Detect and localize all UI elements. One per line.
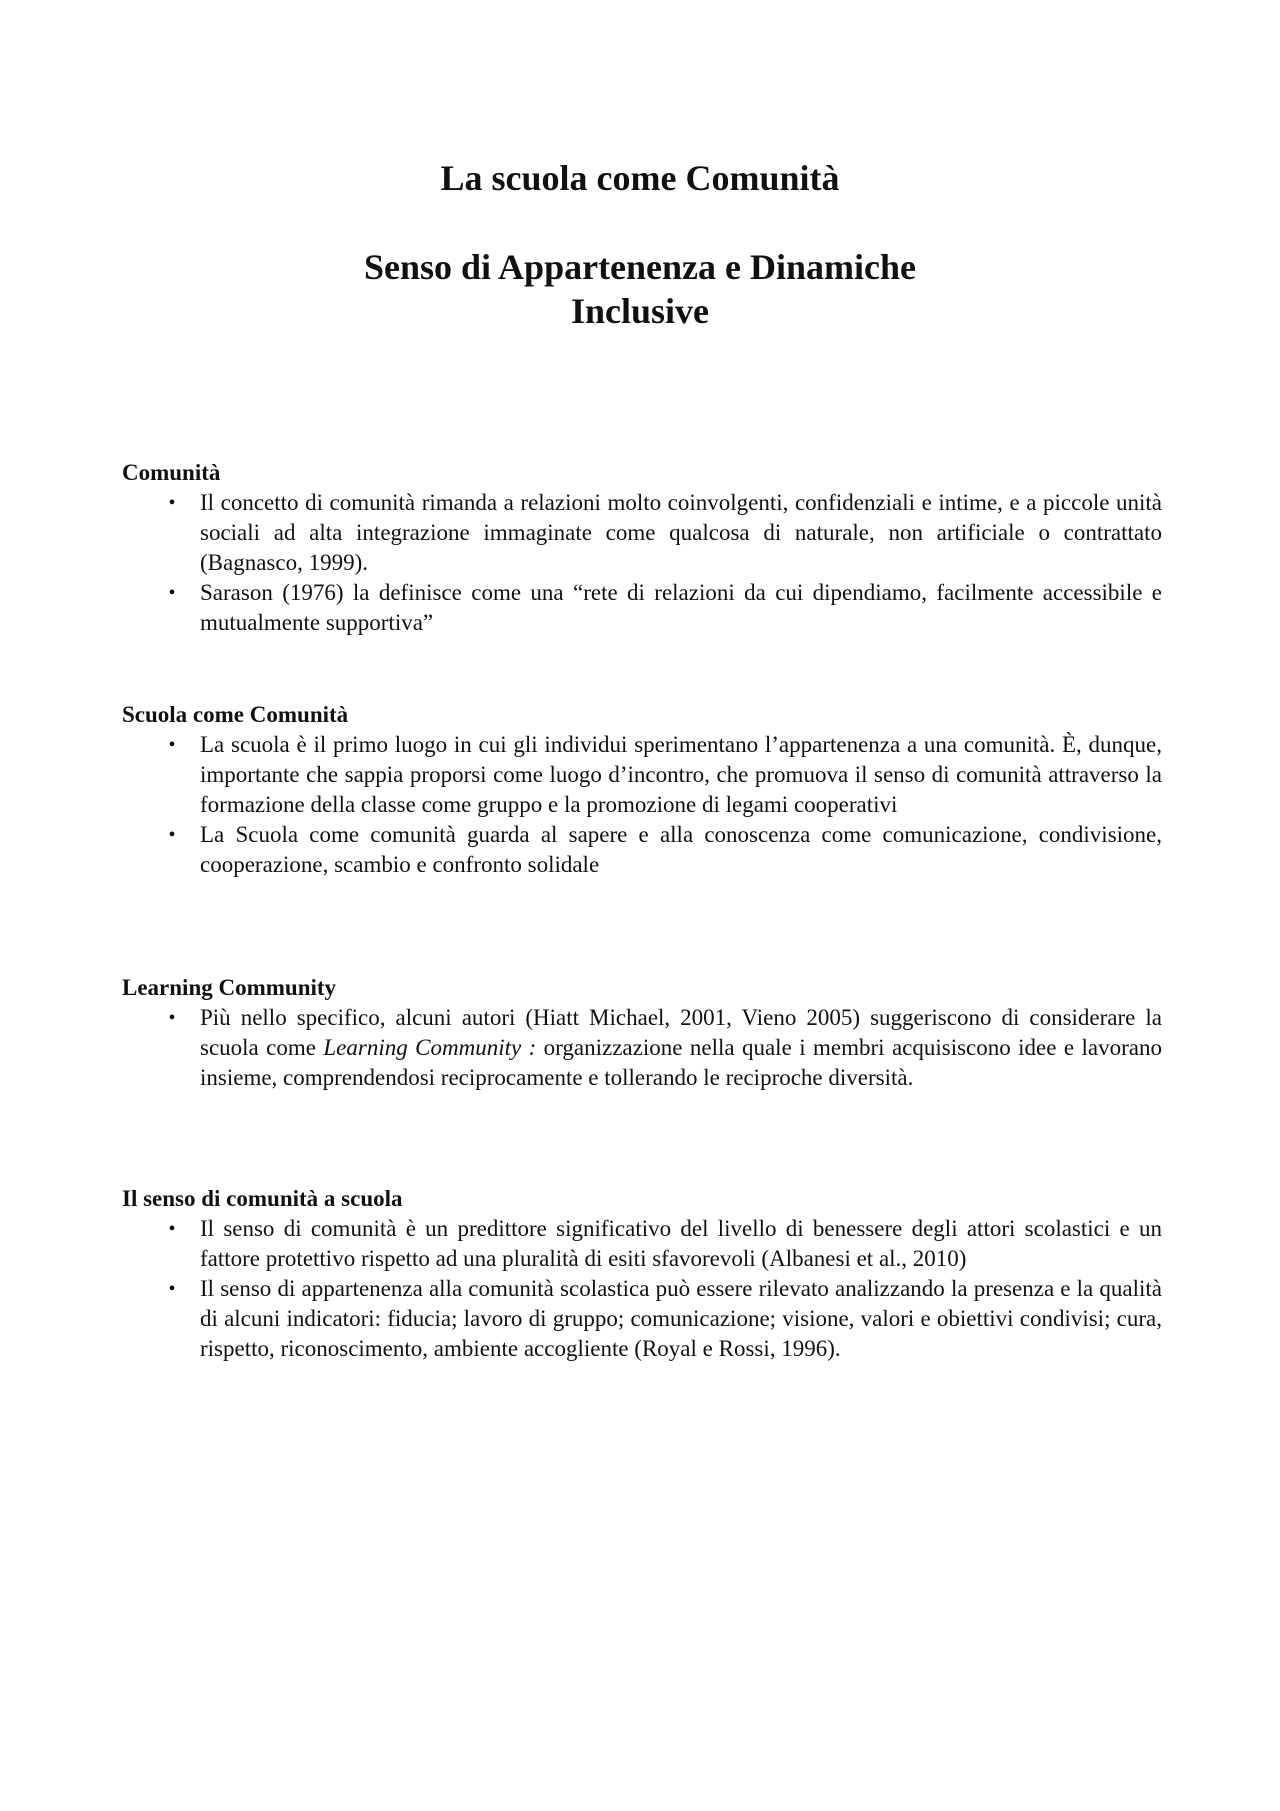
list-item <box>122 730 1162 820</box>
bullet-list <box>122 730 1162 880</box>
bullet-text-before: Più nello specifico, alcuni autori (Hiatt Michael, 2001, Vieno 2005) suggeriscono di considerare la scuola come <box>200 1005 1162 1060</box>
section-heading: Il senso di comunità a scuola <box>122 1186 403 1211</box>
subtitle-line-1: Senso di Appartenenza e Dinamiche <box>363 247 917 287</box>
document-subtitle <box>0 245 1280 333</box>
list-item <box>122 1003 1162 1093</box>
document-title: La scuola come Comunità <box>440 158 840 198</box>
bullet-text: Il senso di comunità è un predittore significativo del livello di benessere degli attori scolastici e un fattore protettivo rispetto ad una pluralità di esiti sfavorevoli (Albanesi et al., 2010) <box>200 1216 1162 1271</box>
list-item <box>122 1274 1162 1364</box>
bullet-icon: • <box>168 734 176 756</box>
section-heading: Scuola come Comunità <box>122 702 349 727</box>
list-item <box>122 488 1162 578</box>
bullet-text-emphasis: Learning Community : <box>323 1035 537 1060</box>
section-heading: Learning Community <box>122 975 337 1000</box>
bullet-text: Il concetto di comunità rimanda a relazioni molto coinvolgenti, confidenziali e intime, e a piccole unità sociali ad alta integrazione immaginate come qualcosa di naturale, non artificiale o contrattato (Bagnasco, 1999). <box>200 490 1162 575</box>
bullet-icon: • <box>168 1278 176 1300</box>
subtitle-line-2: Inclusive <box>570 291 710 331</box>
bullet-list <box>122 488 1162 638</box>
bullet-text: Il senso di appartenenza alla comunità scolastica può essere rilevato analizzando la presenza e la qualità di alcuni indicatori: fiducia; lavoro di gruppo; comunicazione; visione, valori e obiettivi condivisi; cura, rispetto, riconoscimento, ambiente accogliente (Royal e Rossi, 1996). <box>200 1276 1162 1361</box>
section-heading: Comunità <box>122 460 221 485</box>
section-learning-community <box>122 973 1162 1093</box>
bullet-text: La scuola è il primo luogo in cui gli individui sperimentano l’appartenenza a una comunità. È, dunque, importante che sappia proporsi come luogo d’incontro, che promuova il senso di comunità attraverso la formazione della classe come gruppo e la promozione di legami cooperativi <box>200 732 1162 817</box>
section-comunita <box>122 458 1162 638</box>
bullet-icon: • <box>168 1007 176 1029</box>
bullet-text: La Scuola come comunità guarda al sapere e alla conoscenza come comunicazione, condivisione, cooperazione, scambio e confronto solidale <box>200 822 1162 877</box>
bullet-icon: • <box>168 492 176 514</box>
bullet-list <box>122 1003 1162 1093</box>
list-item <box>122 578 1162 638</box>
section-scuola-come-comunita <box>122 700 1162 880</box>
section-senso-di-comunita <box>122 1184 1162 1364</box>
bullet-icon: • <box>168 824 176 846</box>
bullet-icon: • <box>168 1218 176 1240</box>
bullet-text: Sarason (1976) la definisce come una “rete di relazioni da cui dipendiamo, facilmente accessibile e mutualmente supportiva” <box>200 580 1162 635</box>
list-item <box>122 1214 1162 1274</box>
bullet-text-after: organizzazione nella quale i membri acquisiscono idee e lavorano insieme, comprendendosi reciprocamente e tollerando le reciproche diversità. <box>200 1035 1162 1090</box>
list-item <box>122 820 1162 880</box>
bullet-icon: • <box>168 582 176 604</box>
bullet-list <box>122 1214 1162 1364</box>
